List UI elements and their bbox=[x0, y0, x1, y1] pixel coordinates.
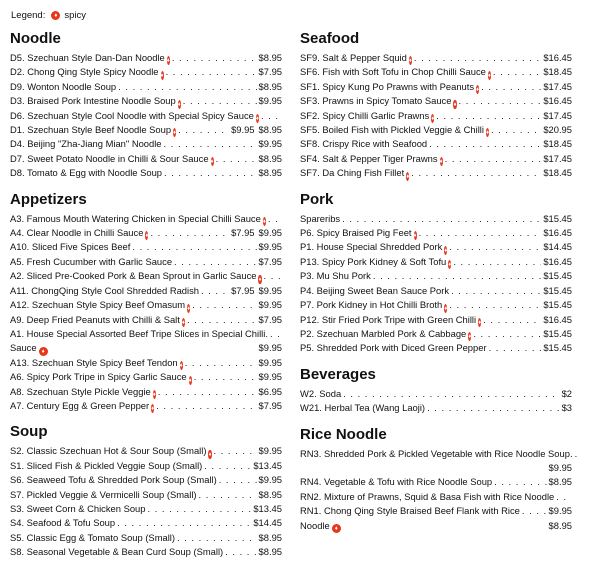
menu-item bbox=[300, 226, 572, 240]
menu-item bbox=[10, 298, 282, 312]
item-price: $7.95 bbox=[258, 255, 282, 267]
item-name: D3. Braised Pork Intestine Noodle Soup bbox=[10, 95, 176, 107]
item-price: $8.95 bbox=[258, 152, 282, 164]
menu-item bbox=[10, 166, 282, 180]
menu-item bbox=[300, 490, 572, 504]
item-name-continued: Sauce bbox=[10, 342, 37, 354]
menu-item bbox=[10, 516, 282, 530]
item-price: $7.95 bbox=[231, 227, 255, 239]
menu-item bbox=[10, 137, 282, 151]
item-price: $18.45 bbox=[543, 138, 572, 150]
menu-item bbox=[300, 341, 572, 355]
spicy-chilli-icon bbox=[453, 100, 456, 109]
dot-leader bbox=[117, 516, 251, 530]
item-price: $9.95 bbox=[258, 371, 282, 383]
item-price: $8.95 bbox=[548, 476, 572, 488]
dot-leader bbox=[427, 401, 560, 415]
item-name: Spareribs bbox=[300, 212, 341, 224]
dot-leader bbox=[164, 166, 257, 180]
item-price: $16.45 bbox=[543, 95, 572, 107]
menu-item bbox=[10, 531, 282, 545]
item-price: $9.95 bbox=[231, 124, 255, 136]
dot-leader bbox=[177, 531, 257, 545]
dot-leader bbox=[449, 298, 541, 312]
item-name: P6. Spicy Braised Pig Feet bbox=[300, 227, 412, 239]
menu-item bbox=[10, 459, 282, 473]
dot-leader bbox=[166, 65, 257, 79]
item-price: $9.95 bbox=[258, 445, 282, 457]
spicy-chilli-icon bbox=[51, 11, 60, 20]
item-name: A2. Sliced Pre-Cooked Pork & Bean Sprout in Garlic Sauce bbox=[10, 270, 257, 282]
dot-leader bbox=[575, 447, 579, 461]
dot-leader bbox=[156, 399, 256, 413]
dot-leader bbox=[493, 65, 541, 79]
menu-item bbox=[10, 356, 282, 370]
item-price: $9.95 bbox=[548, 461, 572, 473]
item-price: $8.95 bbox=[258, 167, 282, 179]
dot-leader bbox=[556, 490, 570, 504]
section-title: Soup bbox=[10, 423, 48, 441]
item-price: $15.45 bbox=[543, 327, 572, 339]
spicy-chilli-icon bbox=[258, 275, 261, 284]
section-title: Beverages bbox=[300, 365, 376, 383]
menu-section-seafood bbox=[300, 30, 572, 181]
dot-leader bbox=[449, 240, 541, 254]
dot-leader bbox=[164, 137, 257, 151]
item-price: $8.95 bbox=[258, 546, 282, 558]
item-name: D8. Tomato & Egg with Noodle Soup bbox=[10, 167, 162, 179]
item-name: P5. Shredded Pork with Diced Green Pepper bbox=[300, 342, 487, 354]
dot-leader bbox=[459, 94, 542, 108]
item-name: A4. Clear Noodle in Chilli Sauce bbox=[10, 227, 144, 239]
menu-section-rice-noodle bbox=[300, 426, 572, 533]
spicy-chilli-icon bbox=[145, 231, 148, 240]
item-price: $15.45 bbox=[543, 270, 572, 282]
item-price: $17.45 bbox=[543, 109, 572, 121]
item-name: D6. Szechuan Style Cool Noodle with Special Spicy Sauce bbox=[10, 109, 254, 121]
spicy-chilli-icon bbox=[182, 318, 185, 327]
item-name: A1. House Special Assorted Beef Tripe Slices in Special Chilli. bbox=[10, 327, 268, 339]
legend-text: spicy bbox=[64, 10, 86, 21]
item-name: RN1. Chong Qing Style Braised Beef Flank with Rice bbox=[300, 505, 520, 517]
menu-item bbox=[10, 226, 282, 240]
item-name: W2. Soda bbox=[300, 387, 342, 399]
dot-leader bbox=[429, 137, 541, 151]
item-name: S7. Pickled Veggie & Vermicelli Soup (Small) bbox=[10, 488, 197, 500]
spicy-chilli-icon bbox=[161, 71, 164, 80]
spicy-chilli-icon bbox=[488, 71, 491, 80]
spicy-chilli-icon bbox=[211, 157, 214, 166]
menu-item-continued bbox=[300, 461, 572, 475]
item-price: $15.45 bbox=[543, 342, 572, 354]
item-price: $8.95 bbox=[258, 531, 282, 543]
item-name: W21. Herbal Tea (Wang Laoji) bbox=[300, 402, 426, 414]
item-price: $7.95 bbox=[258, 66, 282, 78]
menu-item bbox=[300, 475, 572, 489]
section-title: Pork bbox=[300, 190, 334, 208]
dot-leader bbox=[132, 240, 256, 254]
spicy-chilli-icon bbox=[153, 390, 156, 399]
dot-leader bbox=[268, 212, 280, 226]
dot-leader bbox=[483, 313, 541, 327]
item-name: P13. Spicy Pork Kidney & Soft Tofu bbox=[300, 255, 447, 267]
spicy-chilli-icon bbox=[332, 524, 341, 533]
dot-leader bbox=[453, 255, 541, 269]
item-name: SF8. Crispy Rice with Seafood bbox=[300, 138, 428, 150]
item-price: $14.45 bbox=[253, 517, 282, 529]
menu-item bbox=[10, 385, 282, 399]
item-price: $9.95 bbox=[258, 474, 282, 486]
item-name: S6. Seaweed Tofu & Shredded Pork Soup (Small) bbox=[10, 474, 217, 486]
item-name: P2. Szechuan Marbled Pork & Cabbage bbox=[300, 327, 467, 339]
spicy-chilli-icon bbox=[178, 100, 181, 109]
section-title: Seafood bbox=[300, 30, 360, 47]
menu-item bbox=[300, 255, 572, 269]
spicy-chilli-icon bbox=[486, 128, 489, 137]
menu-item bbox=[300, 123, 572, 137]
spicy-chilli-icon bbox=[409, 56, 412, 65]
dot-leader bbox=[522, 504, 547, 518]
item-price-large: $8.95 bbox=[258, 124, 282, 136]
dot-leader bbox=[473, 327, 541, 341]
menu-item bbox=[300, 80, 572, 94]
dot-leader bbox=[174, 255, 256, 269]
item-name: A9. Deep Fried Peanuts with Chilli & Salt bbox=[10, 313, 180, 325]
item-name: P12. Stir Fried Pork Tripe with Green Chilli bbox=[300, 313, 477, 325]
menu-item bbox=[300, 240, 572, 254]
menu-item bbox=[10, 212, 282, 226]
menu-item bbox=[10, 545, 282, 559]
dot-leader bbox=[187, 313, 257, 327]
item-price: $8.95 bbox=[548, 519, 572, 531]
menu-section-pork bbox=[300, 191, 572, 356]
item-name: RN3. Shredded Pork & Pickled Vegetable with Rice Noodle Soup. bbox=[300, 447, 573, 459]
item-price-large: $9.95 bbox=[258, 284, 282, 296]
menu-item bbox=[300, 313, 572, 327]
item-name: SF1. Spicy Kung Po Prawns with Peanuts bbox=[300, 80, 475, 92]
dot-leader bbox=[261, 109, 280, 123]
menu-item bbox=[10, 473, 282, 487]
menu-item bbox=[10, 502, 282, 516]
item-name: A11. ChongQing Style Cool Shredded Radish bbox=[10, 284, 200, 296]
item-name: D2. Chong Qing Style Spicy Noodle bbox=[10, 66, 159, 78]
dot-leader bbox=[373, 269, 541, 283]
item-name: A7. Century Egg & Green Pepper bbox=[10, 399, 150, 411]
dot-leader bbox=[419, 226, 542, 240]
dot-leader bbox=[414, 51, 541, 65]
menu-item bbox=[10, 255, 282, 269]
spicy-chilli-icon bbox=[440, 157, 443, 166]
item-name: S8. Seasonal Vegetable & Bean Curd Soup (Small) bbox=[10, 546, 224, 558]
menu-item bbox=[300, 109, 572, 123]
dot-leader bbox=[216, 152, 257, 166]
item-name: D5. Szechuan Style Dan-Dan Noodle bbox=[10, 52, 165, 63]
menu-item bbox=[10, 152, 282, 166]
item-price: $13.45 bbox=[253, 459, 282, 471]
spicy-chilli-icon bbox=[256, 114, 259, 123]
item-price: $18.45 bbox=[543, 167, 572, 179]
menu-item bbox=[300, 94, 572, 108]
spicy-chilli-icon bbox=[151, 404, 154, 413]
item-name: S1. Sliced Fish & Pickled Veggie Soup (Small) bbox=[10, 459, 203, 471]
item-price: $9.95 bbox=[548, 505, 572, 517]
menu-item bbox=[10, 444, 282, 458]
item-price: $18.45 bbox=[543, 66, 572, 78]
item-price: $16.45 bbox=[543, 52, 572, 63]
dot-leader bbox=[489, 341, 542, 355]
item-price: $7.95 bbox=[258, 399, 282, 411]
item-price: $7.95 bbox=[231, 284, 255, 296]
menu-column-left bbox=[10, 30, 282, 570]
menu-item bbox=[10, 109, 282, 123]
spicy-chilli-icon bbox=[476, 85, 479, 94]
item-price: $8.95 bbox=[258, 488, 282, 500]
section-title: Noodle bbox=[10, 30, 61, 47]
dot-leader bbox=[178, 123, 229, 137]
menu-item bbox=[300, 387, 572, 401]
dot-leader bbox=[491, 123, 541, 137]
menu-item bbox=[10, 123, 282, 137]
dot-leader bbox=[445, 152, 542, 166]
dot-leader bbox=[494, 475, 546, 489]
item-name: S5. Classic Egg & Tomato Soup (Small) bbox=[10, 531, 175, 543]
item-price: $14.45 bbox=[543, 241, 572, 253]
item-price: $9.95 bbox=[258, 356, 282, 368]
item-price: $9.95 bbox=[258, 138, 282, 150]
item-name: SF6. Fish with Soft Tofu in Chop Chilli Sauce bbox=[300, 66, 486, 78]
menu-item bbox=[300, 447, 572, 461]
item-name: S3. Sweet Corn & Chicken Soup bbox=[10, 502, 146, 514]
menu-item-continued bbox=[10, 341, 282, 355]
menu-item bbox=[300, 401, 572, 415]
item-price: $2 bbox=[561, 387, 572, 399]
item-name: SF9. Salt & Pepper Squid bbox=[300, 52, 407, 63]
spicy-chilli-icon bbox=[189, 376, 192, 385]
item-name: SF3. Prawns in Spicy Tomato Sauce bbox=[300, 95, 452, 107]
item-price: $3 bbox=[561, 402, 572, 414]
item-price: $6.95 bbox=[258, 385, 282, 397]
menu-item bbox=[10, 51, 282, 65]
item-name: A3. Famous Mouth Watering Chicken in Special Chilli Sauce bbox=[10, 212, 261, 224]
item-name: RN4. Vegetable & Tofu with Rice Noodle Soup bbox=[300, 476, 493, 488]
item-name: D4. Beijing "Zha-Jiang Mian" Noodle bbox=[10, 138, 162, 150]
spicy-chilli-icon bbox=[431, 114, 434, 123]
spicy-chilli-icon bbox=[444, 246, 447, 255]
dot-leader bbox=[150, 226, 229, 240]
item-price: $17.45 bbox=[543, 80, 572, 92]
item-name: P4. Beijing Sweet Bean Sauce Pork bbox=[300, 284, 450, 296]
menu-item bbox=[300, 152, 572, 166]
item-name: SF2. Spicy Chilli Garlic Prawns bbox=[300, 109, 430, 121]
menu-item bbox=[10, 94, 282, 108]
menu-item bbox=[300, 269, 572, 283]
menu-item bbox=[300, 65, 572, 79]
item-price: $16.45 bbox=[543, 313, 572, 325]
item-name: S4. Seafood & Tofu Soup bbox=[10, 517, 116, 529]
spicy-chilli-icon bbox=[478, 318, 481, 327]
item-name: S2. Classic Szechuan Hot & Sour Soup (Small) bbox=[10, 445, 207, 457]
dot-leader bbox=[342, 212, 541, 226]
dot-leader bbox=[214, 444, 257, 458]
item-price: $9.95 bbox=[258, 342, 282, 354]
section-title: Rice Noodle bbox=[300, 425, 387, 443]
menu-item bbox=[10, 269, 282, 283]
dot-leader bbox=[436, 109, 541, 123]
spicy-chilli-icon bbox=[468, 332, 471, 341]
menu-item bbox=[10, 240, 282, 254]
menu-item bbox=[10, 399, 282, 413]
item-price: $9.95 bbox=[258, 299, 282, 311]
dot-leader bbox=[192, 298, 256, 312]
dot-leader bbox=[194, 370, 257, 384]
dot-leader bbox=[158, 385, 257, 399]
menu-item bbox=[300, 284, 572, 298]
menu-item bbox=[300, 212, 572, 226]
dot-leader bbox=[183, 94, 257, 108]
menu-item bbox=[300, 137, 572, 151]
menu-item bbox=[300, 166, 572, 180]
menu-section-appetizers bbox=[10, 191, 282, 414]
dot-leader bbox=[219, 473, 257, 487]
item-name: P1. House Special Shredded Pork bbox=[300, 241, 443, 253]
item-name: A13. Szechuan Style Spicy Beef Tendon bbox=[10, 356, 178, 368]
item-price: $15.45 bbox=[543, 212, 572, 224]
item-price-large: $9.95 bbox=[258, 227, 282, 239]
spicy-chilli-icon bbox=[173, 128, 176, 137]
item-name: Noodle bbox=[300, 519, 330, 531]
item-price: $15.45 bbox=[543, 284, 572, 296]
item-price: $16.45 bbox=[543, 255, 572, 267]
menu-item bbox=[300, 327, 572, 341]
menu-item bbox=[10, 65, 282, 79]
spicy-chilli-icon bbox=[414, 231, 417, 240]
dot-leader bbox=[451, 284, 541, 298]
dot-leader bbox=[199, 488, 257, 502]
menu-item bbox=[300, 298, 572, 312]
section-title: Appetizers bbox=[10, 190, 87, 208]
item-price: $8.95 bbox=[258, 80, 282, 92]
dot-leader bbox=[411, 166, 541, 180]
dot-leader bbox=[270, 327, 280, 341]
dot-leader bbox=[204, 459, 251, 473]
dot-leader bbox=[185, 356, 257, 370]
dot-leader bbox=[118, 80, 256, 94]
menu-item bbox=[300, 51, 572, 65]
item-name: SF4. Salt & Pepper Tiger Prawns bbox=[300, 152, 438, 164]
menu-item bbox=[10, 284, 282, 298]
menu-item bbox=[10, 488, 282, 502]
item-name: P3. Mu Shu Pork bbox=[300, 270, 371, 282]
spicy-chilli-icon bbox=[167, 56, 170, 65]
menu-item bbox=[300, 504, 572, 518]
dot-leader bbox=[172, 51, 257, 65]
spicy-chilli-icon bbox=[39, 347, 48, 356]
item-price: $9.95 bbox=[258, 241, 282, 253]
item-price: $7.95 bbox=[258, 313, 282, 325]
spicy-chilli-icon bbox=[444, 304, 447, 313]
item-name: P7. Pork Kidney in Hot Chilli Broth bbox=[300, 299, 443, 311]
item-name: A12. Szechuan Style Spicy Beef Omasum bbox=[10, 299, 186, 311]
menu-item bbox=[10, 313, 282, 327]
dot-leader bbox=[201, 284, 229, 298]
menu-section-beverages bbox=[300, 366, 572, 416]
menu-item bbox=[10, 327, 282, 341]
item-price: $15.45 bbox=[543, 299, 572, 311]
item-price: $8.95 bbox=[258, 52, 282, 63]
menu-section-soup bbox=[10, 423, 282, 559]
item-name: SF7. Da Ching Fish Fillet bbox=[300, 167, 405, 179]
item-price: $16.45 bbox=[543, 227, 572, 239]
legend-label: Legend: bbox=[11, 10, 46, 21]
menu-item bbox=[300, 519, 572, 533]
item-price: $20.95 bbox=[543, 124, 572, 136]
item-price: $13.45 bbox=[253, 502, 282, 514]
item-name: A6. Spicy Pork Tripe in Spicy Garlic Sauce bbox=[10, 371, 187, 383]
spicy-chilli-icon bbox=[448, 260, 451, 269]
spicy-chilli-icon bbox=[208, 450, 211, 459]
item-price: $9.95 bbox=[258, 95, 282, 107]
dot-leader bbox=[481, 80, 541, 94]
spicy-chilli-icon bbox=[263, 217, 266, 226]
spicy-chilli-icon bbox=[180, 361, 183, 370]
dot-leader bbox=[264, 269, 280, 283]
legend bbox=[11, 10, 86, 21]
menu-item bbox=[10, 370, 282, 384]
item-name: SF5. Boiled Fish with Pickled Veggie & Chilli bbox=[300, 124, 484, 136]
item-name: A8. Szechuan Style Pickle Veggie bbox=[10, 385, 151, 397]
spicy-chilli-icon bbox=[406, 172, 409, 181]
item-price: $17.45 bbox=[543, 152, 572, 164]
dot-leader bbox=[148, 502, 252, 516]
dot-leader bbox=[225, 545, 256, 559]
menu-section-noodle bbox=[10, 30, 282, 181]
item-name: D7. Sweet Potato Noodle in Chilli & Sour Sauce bbox=[10, 152, 209, 164]
spicy-chilli-icon bbox=[187, 304, 190, 313]
item-name: A10. Sliced Five Spices Beef bbox=[10, 241, 131, 253]
item-name: RN2. Mixture of Prawns, Squid & Basa Fish with Rice Noodle bbox=[300, 490, 555, 502]
dot-leader bbox=[343, 387, 559, 401]
menu-column-right bbox=[300, 30, 572, 543]
item-name: D1. Szechuan Style Beef Noodle Soup bbox=[10, 124, 172, 136]
menu-item bbox=[10, 80, 282, 94]
item-name: A5. Fresh Cucumber with Garlic Sauce bbox=[10, 255, 173, 267]
item-name: D9. Wonton Noodle Soup bbox=[10, 80, 117, 92]
